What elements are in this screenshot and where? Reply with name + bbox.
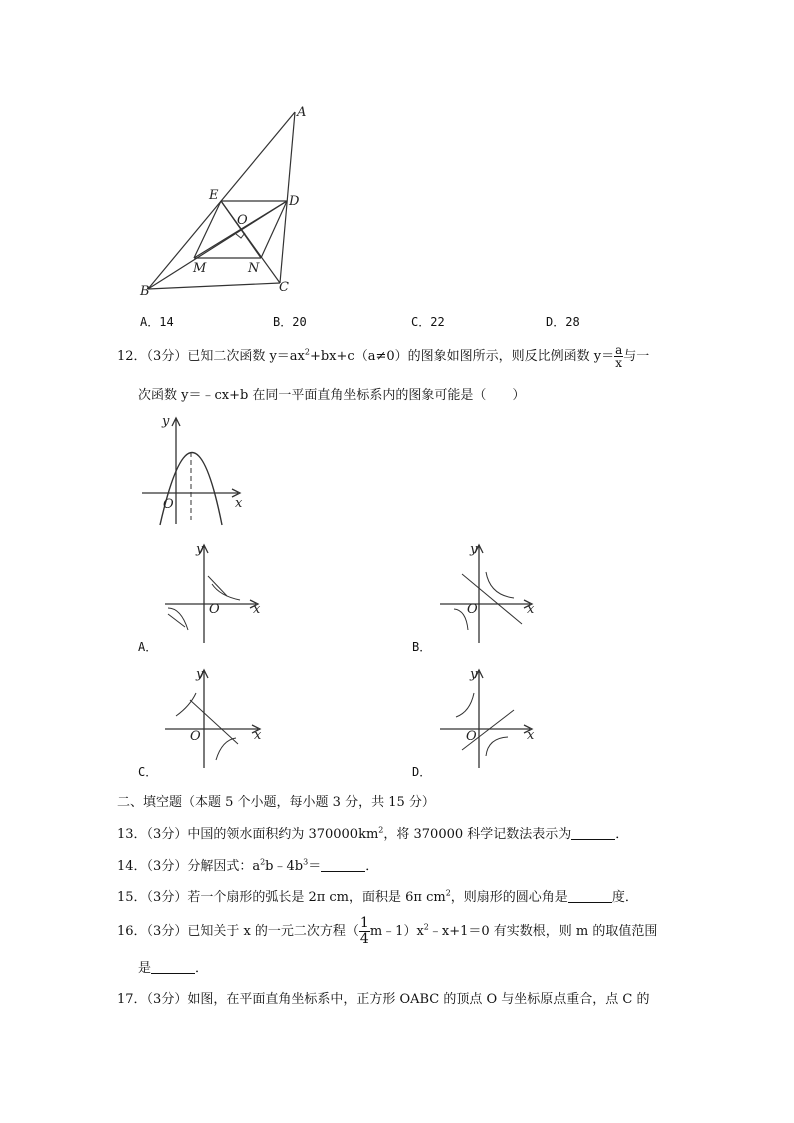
q16-fraction-one-quarter: $\frac{1}{4}$ — [359, 915, 369, 947]
svg-text:x: x — [527, 602, 535, 617]
answer-blank[interactable] — [321, 859, 365, 872]
q11-option-b[interactable]: B．20 — [273, 315, 307, 329]
svg-text:x: x — [253, 602, 261, 617]
q11-option-a[interactable]: A．14 — [140, 315, 174, 329]
svg-text:y: y — [470, 667, 478, 682]
svg-text:y: y — [196, 667, 204, 682]
q12-option-a[interactable]: A． — [138, 640, 158, 654]
answer-blank[interactable] — [571, 827, 615, 840]
svg-text:O: O — [209, 602, 220, 617]
hyperbola-lower — [486, 737, 508, 756]
label-B: B — [140, 284, 150, 299]
label-N: N — [248, 261, 260, 276]
q17: 17．（3分）如图，在平面直角坐标系中，正方形 OABC 的顶点 O 与坐标原点重合，点 C 的 — [117, 992, 650, 1007]
svg-text:O: O — [190, 729, 201, 744]
svg-text:y: y — [470, 542, 478, 557]
q12-option-b[interactable]: B． — [412, 640, 432, 654]
q14: 14．（3分）分解因式：$a^2b﹣4b^3=$ ． — [117, 857, 379, 874]
answer-blank[interactable] — [151, 961, 195, 974]
q12-fraction-a-over-x: $\frac{a}{x}$ — [615, 343, 623, 370]
svg-text:x: x — [527, 728, 535, 743]
svg-text:y: y — [196, 542, 204, 557]
q11-option-c[interactable]: C．22 — [411, 315, 445, 329]
answer-blank[interactable] — [568, 890, 612, 903]
svg-text:O: O — [466, 729, 477, 744]
axis-y-label: y — [162, 414, 170, 429]
label-A: A — [297, 105, 307, 120]
q16-line1: 16．（3分）已知关于 x 的一元二次方程（ $\frac{1}{4}$ $m﹣1)x^2﹣x+1=0$ 有实数根，则 m 的取值范围 — [117, 915, 658, 947]
label-D: D — [289, 194, 300, 209]
svg-text:O: O — [467, 602, 478, 617]
axis-x-label: x — [235, 496, 243, 511]
q13: 13．（3分）中国的领水面积约为 $370000km^2$，将 370000 科学记数法表示为 ． — [117, 825, 629, 842]
label-E: E — [209, 188, 219, 203]
q15: 15．（3分）若一个扇形的弧长是 2π cm，面积是 6π $cm^2$，则扇形的圆心角是 度． — [117, 888, 638, 905]
hyperbola-upper — [456, 693, 474, 717]
q12-option-d[interactable]: D． — [412, 765, 432, 779]
label-C: C — [279, 280, 289, 295]
origin-label: O — [163, 497, 174, 512]
label-M: M — [193, 261, 207, 276]
q12-stem-line2: 次函数 y＝﹣cx+b 在同一平面直角坐标系内的图象可能是（ ） — [138, 388, 526, 403]
q12-option-c[interactable]: C． — [138, 765, 158, 779]
section-heading: 二、填空题（本题 5 个小题，每小题 3 分，共 15 分） — [117, 795, 435, 810]
q11-option-d[interactable]: D．28 — [546, 315, 580, 329]
q16-line2: 是 ． — [138, 961, 209, 976]
q12-stem-line1: 12．（3分）已知二次函数 $y=ax^2+bx+c(a\ne 0)$的图象如图所示，则反比例函数 y＝ $\frac{a}{x}$ 与一 — [117, 343, 650, 370]
label-O: O — [237, 213, 248, 228]
svg-text:x: x — [254, 728, 262, 743]
